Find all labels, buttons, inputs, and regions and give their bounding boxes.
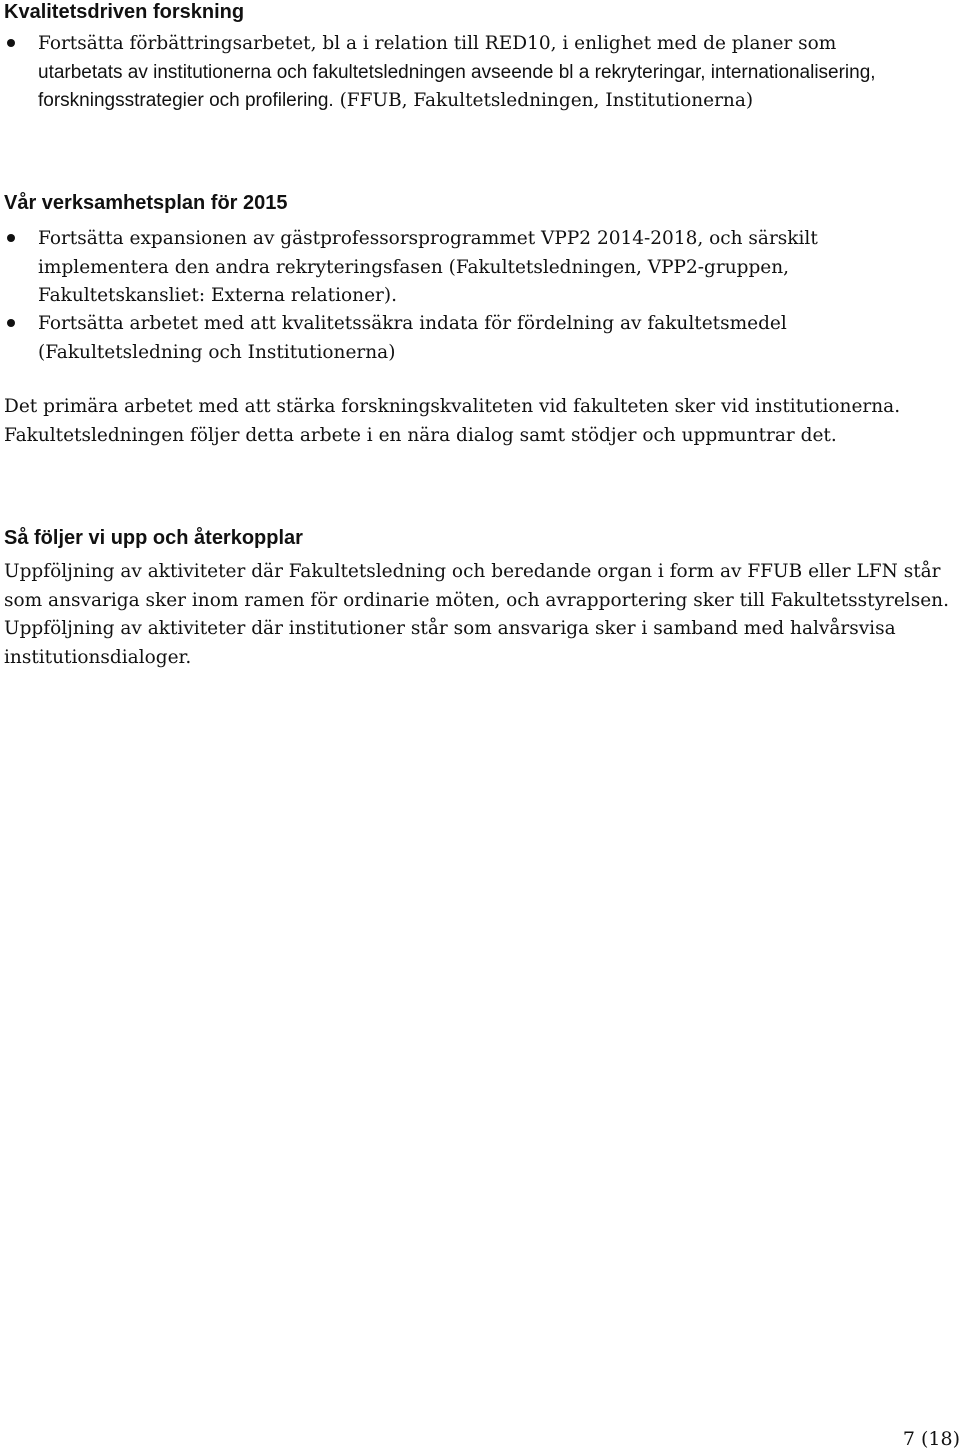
bullet-text-responsible: (FFUB, Fakultetsledningen, Institutionerna) [339, 90, 754, 111]
page-number: 7 (18) [902, 1428, 960, 1450]
bullet-text: Fortsätta arbetet med att kvalitetssäkra indata för fördelning av fakultetsmedel (Fakultetsledning och Institutionerna) [38, 313, 787, 363]
bullet-icon [7, 39, 15, 47]
section-heading-kvalitetsdriven-forskning: Kvalitetsdriven forskning [4, 1, 245, 23]
body-paragraph: Uppföljning av aktiviteter där Fakultetsledning och beredande organ i form av FFUB eller LFN står som ansvariga sker inom ramen för ordinarie möten, och avrapportering sker till Fakultetsstyrelsen. Uppföljning av aktiviteter där institutioner står som ansvariga sker i samband med halvårsvisa institutionsdialoger. [4, 561, 949, 668]
bullet-text-serif: Fortsätta förbättringsarbetet, bl a i relation till RED10, i enlighet med de planer som [38, 33, 837, 54]
bullet-icon [7, 234, 15, 242]
bullet-text-sans: utarbetats av institutionerna och fakultetsledningen avseende bl a rekryteringar, internationalisering, forskningsstrategier och profilering. [38, 61, 876, 111]
bullet-text: Fortsätta expansionen av gästprofessorsprogrammet VPP2 2014-2018, och särskilt implementera den andra rekryteringsfasen (Fakultetsledningen, VPP2-gruppen, Fakultetskansliet: Externa relationer). [38, 228, 818, 306]
bullet-text [38, 30, 938, 116]
body-paragraph: Det primära arbetet med att stärka forskningskvaliteten vid fakulteten sker vid institutionerna. Fakultetsledningen följer detta arbete i en nära dialog samt stödjer och uppmuntrar det. [4, 396, 901, 446]
section-heading-uppfoljning: Så följer vi upp och återkopplar [4, 527, 303, 549]
bullet-icon [7, 319, 15, 327]
section-heading-verksamhetsplan: Vår verksamhetsplan för 2015 [4, 192, 288, 214]
